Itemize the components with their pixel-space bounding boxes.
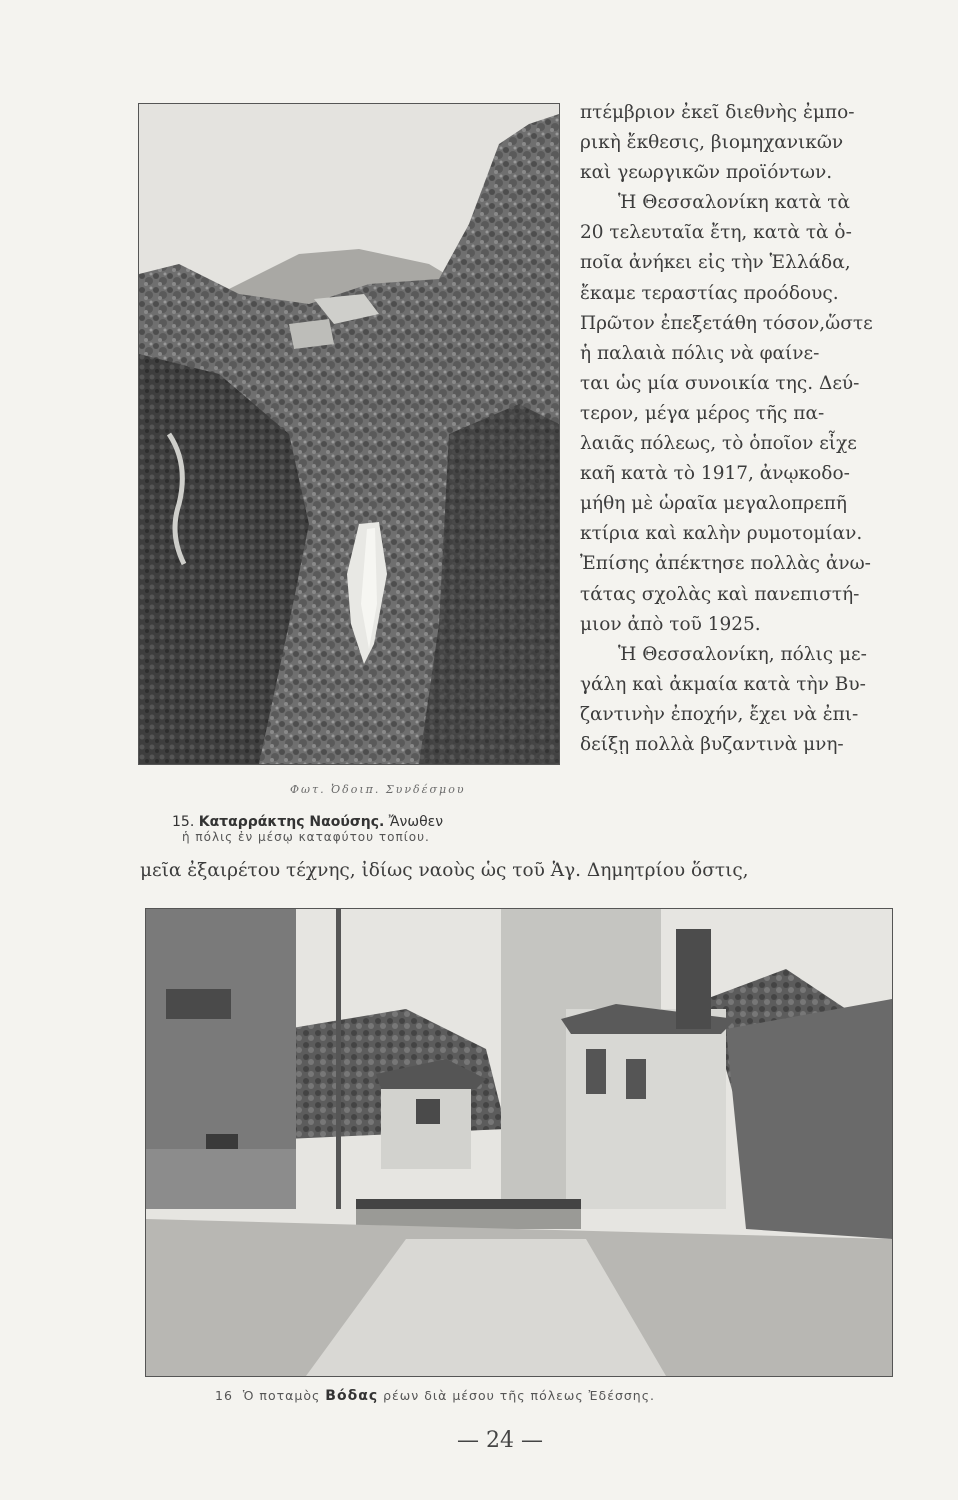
text-line: πτέμβριον ἐκεῖ διεθνὴς ἐμπο-: [580, 102, 855, 123]
text-line-full-width: μεῖα ἐξαιρέτου τέχνης, ἰδίως ναοὺς ὡς τοῦ Ἁγ. Δημητρίου ὅστις,: [140, 860, 749, 881]
waterfall-photo: [138, 103, 560, 765]
text-line: κτίρια καὶ καλὴν ρυμοτομίαν.: [580, 523, 863, 545]
text-line: καὶ γεωργικῶν προϊόντων.: [580, 162, 833, 184]
text-line: Πρῶτον ἐπεξετάθη τόσον,ὥστε: [580, 312, 873, 334]
text-line: γάλη καὶ ἀκμαία κατὰ τὴν Βυ-: [580, 673, 866, 695]
text-column: [580, 98, 918, 760]
figure-number: 15.: [172, 814, 195, 830]
text-line: ζαντινὴν ἐποχήν, ἔχει νὰ ἐπι-: [580, 703, 859, 725]
text-line: ἡ παλαιὰ πόλις νὰ φαίνε-: [580, 342, 820, 364]
river-name: Βόδας: [325, 1388, 379, 1404]
text-line: 20 τελευταῖα ἔτη, κατὰ τὰ ὁ-: [580, 222, 852, 244]
text-line: ποῖα ἀνήκει εἰς τὴν Ἑλλάδα,: [580, 252, 851, 274]
text-line: ρικὴ ἔκθεσις, βιομηχανικῶν: [580, 132, 844, 154]
page-number: — 24 —: [457, 1428, 543, 1453]
text-line: ἔκαμε τεραστίας προόδους.: [580, 282, 839, 304]
figure-caption-line2: ἡ πόλις ἐν μέσῳ καταφύτου τοπίου.: [182, 830, 430, 844]
text-line: Ἡ Θεσσαλονίκη, πόλις με-: [618, 643, 867, 665]
river-town-photo: [145, 908, 893, 1377]
text-line: ται ὡς μία συνοικία της. Δεύ-: [580, 372, 860, 394]
text-line: Ἐπίσης ἀπέκτησε πολλὰς ἀνω-: [580, 553, 871, 575]
figure-caption-rest: Ἄνωθεν: [388, 814, 444, 830]
figure-caption-before: Ὁ ποταμὸς: [242, 1388, 321, 1403]
figure-caption-after: ρέων διὰ μέσου τῆς πόλεως Ἐδέσσης.: [383, 1388, 656, 1403]
figure-15-caption: [172, 814, 552, 844]
text-line: λαιᾶς πόλεως, τὸ ὁποῖον εἶχε: [580, 433, 857, 455]
figure-number: 16: [215, 1388, 233, 1403]
photo-credit: Φωτ. Ὀδοιπ. Συνδέσμου: [290, 783, 466, 796]
text-line: δείξῃ πολλὰ βυζαντινὰ μνη-: [580, 733, 844, 755]
figure-title: Καταρράκτης Ναούσης.: [198, 814, 385, 830]
text-line: Ἡ Θεσσαλονίκη κατὰ τὰ: [618, 192, 851, 214]
figure-16-caption: [215, 1388, 855, 1404]
text-line: μήθη μὲ ὡραῖα μεγαλοπρεπῆ: [580, 493, 848, 515]
text-line: τερον, μέγα μέρος τῆς πα-: [580, 402, 825, 424]
text-line: μιον ἀπὸ τοῦ 1925.: [580, 613, 761, 635]
text-line: τάτας σχολὰς καὶ πανεπιστή-: [580, 583, 860, 605]
text-line: καῆ κατὰ τὸ 1917, ἀνῳκοδο-: [580, 463, 850, 485]
